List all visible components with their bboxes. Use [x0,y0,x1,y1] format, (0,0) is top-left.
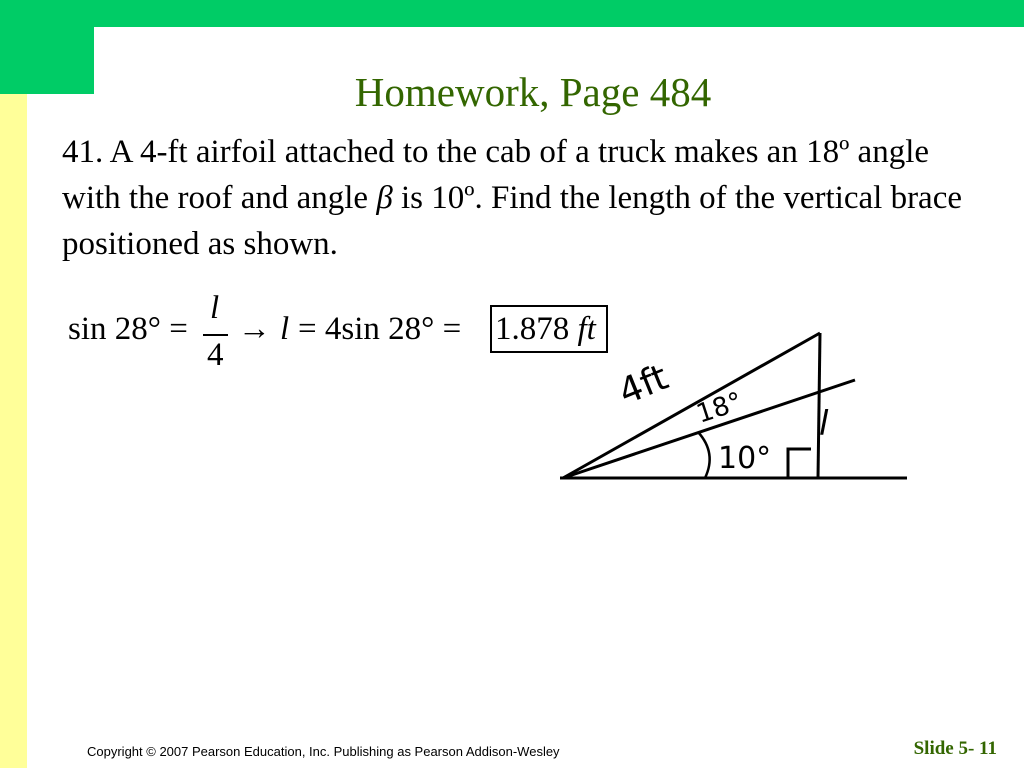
angle-arc [698,432,710,478]
arrow-symbol: → [238,311,271,347]
fraction-numerator: l [210,290,220,326]
label-brace-l: l [819,404,829,444]
copyright-notice: Copyright © 2007 Pearson Education, Inc. Publishing as Pearson Addison-Wesley [87,744,560,759]
left-side-bar [0,94,27,768]
problem-text-end: is 10º. Find the length of the vertical brace positioned as shown. [62,180,962,262]
label-10-degrees: 10° [718,441,772,476]
top-accent-bar [0,0,1024,27]
airfoil-diagram [555,325,915,500]
equation-lhs: sin 28° = [68,311,188,347]
problem-statement [62,129,962,267]
answer-value: 1.878 [495,311,570,347]
slide-title: Homework, Page 484 [354,69,712,115]
answer-unit: ft [577,311,596,347]
label-18-degrees: 18° [692,386,747,430]
solution-equation [68,292,628,382]
variable-l: l [280,311,290,347]
fraction-bar [203,334,228,336]
fraction-denominator: 4 [207,337,224,373]
problem-text-start: 41. A 4-ft airfoil attached to the cab of a truck makes an 18º angle with the roof and angle [62,134,930,216]
beta-symbol: β [376,180,393,216]
right-angle-marker [788,449,811,478]
equation-middle: = 4sin 28° = [298,311,462,347]
label-4ft: 4ft [613,356,674,414]
slide-number: Slide 5- 11 [913,738,997,759]
